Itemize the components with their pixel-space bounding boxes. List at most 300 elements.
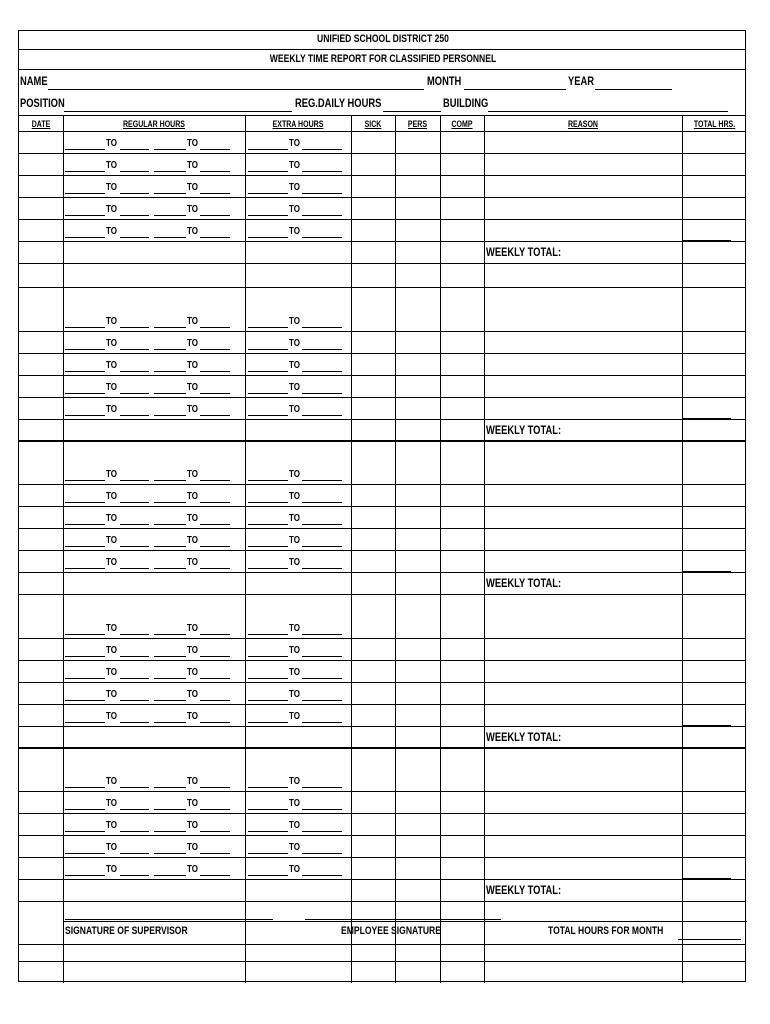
name-field[interactable] [48,89,424,90]
extra-start[interactable] [248,215,288,216]
regular-end-1[interactable] [120,700,149,701]
to-label: TO [106,404,117,415]
to-label: TO [187,689,198,700]
regular-end-2[interactable] [200,831,230,832]
report-title: WEEKLY TIME REPORT FOR CLASSIFIED PERSONNEL [269,53,497,65]
grid-line [19,857,745,858]
to-label: TO [106,226,117,237]
regular-start-2[interactable] [154,327,186,328]
extra-end[interactable] [302,678,342,679]
grid-line [19,572,745,573]
to-label: TO [289,711,300,722]
to-label: TO [289,138,300,149]
weekly-total-field[interactable] [683,240,731,241]
to-label: TO [106,667,117,678]
regular-end-1[interactable] [120,678,149,679]
regular-end-2[interactable] [200,480,230,481]
regular-start-2[interactable] [154,634,186,635]
supervisor-signature-line[interactable] [65,919,273,920]
regular-start-2[interactable] [154,524,186,525]
to-label: TO [106,820,117,831]
grid-line [19,484,745,485]
regular-end-1[interactable] [120,809,149,810]
to-label: TO [187,645,198,656]
extra-end[interactable] [302,193,342,194]
regular-start-1[interactable] [65,371,105,372]
regular-end-2[interactable] [200,327,230,328]
regular-start-2[interactable] [154,853,186,854]
grid-line [19,660,745,661]
regular-start-2[interactable] [154,371,186,372]
regular-end-1[interactable] [120,831,149,832]
extra-end[interactable] [302,787,342,788]
grid-line [19,791,745,792]
extra-start[interactable] [248,700,288,701]
to-label: TO [106,776,117,787]
extra-end[interactable] [302,524,342,525]
regular-start-1[interactable] [65,415,105,416]
to-label: TO [106,469,117,480]
extra-start[interactable] [248,415,288,416]
employee-signature-label: EMPLOYEE SIGNATURE [341,925,441,937]
grid-line [19,441,745,442]
extra-end[interactable] [302,393,342,394]
to-label: TO [187,360,198,371]
extra-end[interactable] [302,700,342,701]
month-field[interactable] [464,89,566,90]
extra-end[interactable] [302,502,342,503]
regular-end-1[interactable] [120,875,149,876]
regular-start-1[interactable] [65,634,105,635]
extra-end[interactable] [302,546,342,547]
regular-start-1[interactable] [65,700,105,701]
regular-start-1[interactable] [65,678,105,679]
regular-start-2[interactable] [154,700,186,701]
regular-end-1[interactable] [120,853,149,854]
reg-daily-hours-field[interactable] [383,111,441,112]
regular-end-2[interactable] [200,656,230,657]
position-field[interactable] [64,111,292,112]
to-label: TO [106,182,117,193]
grid-column-line [63,115,64,983]
position-label: POSITION [20,96,65,110]
grid-line [19,440,745,441]
extra-end[interactable] [302,853,342,854]
year-field[interactable] [595,89,672,90]
extra-start[interactable] [248,853,288,854]
extra-end[interactable] [302,371,342,372]
to-label: TO [289,338,300,349]
to-label: TO [106,316,117,327]
to-label: TO [106,513,117,524]
regular-end-2[interactable] [200,237,230,238]
to-label: TO [187,404,198,415]
grid-column-line [682,115,683,983]
grid-line [19,726,745,727]
to-label: TO [289,535,300,546]
to-label: TO [187,776,198,787]
col-header-pers: PERS [407,119,428,129]
regular-start-2[interactable] [154,875,186,876]
extra-end[interactable] [302,722,342,723]
regular-end-2[interactable] [200,546,230,547]
weekly-total-label: WEEKLY TOTAL: [486,423,562,437]
grid-line [19,704,745,705]
grid-line [19,397,745,398]
grid-line [19,287,745,288]
extra-start[interactable] [248,568,288,569]
regular-start-1[interactable] [65,349,105,350]
regular-end-1[interactable] [120,171,149,172]
regular-start-2[interactable] [154,678,186,679]
weekly-total-label: WEEKLY TOTAL: [486,883,562,897]
to-label: TO [106,557,117,568]
weekly-total-field[interactable] [683,418,731,419]
extra-start[interactable] [248,634,288,635]
grid-line [19,419,745,420]
to-label: TO [289,667,300,678]
to-label: TO [289,798,300,809]
to-label: TO [187,338,198,349]
regular-start-1[interactable] [65,327,105,328]
to-label: TO [187,842,198,853]
extra-start[interactable] [248,371,288,372]
extra-end[interactable] [302,831,342,832]
regular-end-2[interactable] [200,875,230,876]
grid-line [19,879,745,880]
extra-end[interactable] [302,327,342,328]
regular-start-1[interactable] [65,831,105,832]
regular-end-1[interactable] [120,371,149,372]
to-label: TO [106,645,117,656]
extra-end[interactable] [302,480,342,481]
to-label: TO [289,404,300,415]
building-field[interactable] [488,111,728,112]
extra-start[interactable] [248,149,288,150]
extra-start[interactable] [248,546,288,547]
grid-line [19,901,745,902]
regular-end-2[interactable] [200,634,230,635]
to-label: TO [106,798,117,809]
weekly-total-field[interactable] [683,878,731,879]
to-label: TO [289,491,300,502]
regular-end-2[interactable] [200,415,230,416]
grid-column-line [395,115,396,983]
regular-start-2[interactable] [154,171,186,172]
grid-column-line [351,115,352,983]
extra-end[interactable] [302,656,342,657]
extra-end[interactable] [302,349,342,350]
weekly-total-label: WEEKLY TOTAL: [486,245,562,259]
regular-end-2[interactable] [200,215,230,216]
extra-start[interactable] [248,875,288,876]
extra-end[interactable] [302,415,342,416]
to-label: TO [187,820,198,831]
grid-column-line [440,115,441,983]
regular-end-2[interactable] [200,193,230,194]
to-label: TO [289,204,300,215]
regular-start-2[interactable] [154,656,186,657]
to-label: TO [187,491,198,502]
to-label: TO [106,623,117,634]
regular-start-2[interactable] [154,237,186,238]
regular-start-1[interactable] [65,722,105,723]
grid-line [19,961,745,962]
regular-start-1[interactable] [65,149,105,150]
regular-end-1[interactable] [120,502,149,503]
regular-start-2[interactable] [154,831,186,832]
to-label: TO [289,513,300,524]
time-report-form [18,30,746,982]
to-label: TO [289,689,300,700]
extra-start[interactable] [248,678,288,679]
to-label: TO [187,204,198,215]
to-label: TO [289,623,300,634]
to-label: TO [187,182,198,193]
regular-end-2[interactable] [200,171,230,172]
supervisor-signature-label: SIGNATURE OF SUPERVISOR [65,925,188,937]
extra-end[interactable] [302,809,342,810]
extra-start[interactable] [248,237,288,238]
grid-column-line [245,115,246,983]
regular-end-1[interactable] [120,787,149,788]
extra-end[interactable] [302,568,342,569]
extra-start[interactable] [248,809,288,810]
regular-end-1[interactable] [120,327,149,328]
regular-end-2[interactable] [200,787,230,788]
regular-start-1[interactable] [65,480,105,481]
extra-end[interactable] [302,237,342,238]
total-hours-month-field[interactable] [678,939,741,940]
extra-start[interactable] [248,193,288,194]
regular-end-1[interactable] [120,349,149,350]
regular-end-1[interactable] [120,524,149,525]
to-label: TO [187,711,198,722]
extra-start[interactable] [248,393,288,394]
to-label: TO [289,226,300,237]
regular-end-1[interactable] [120,149,149,150]
to-label: TO [289,864,300,875]
to-label: TO [187,138,198,149]
extra-start[interactable] [248,831,288,832]
extra-start[interactable] [248,349,288,350]
regular-end-2[interactable] [200,722,230,723]
regular-start-2[interactable] [154,215,186,216]
to-label: TO [106,382,117,393]
regular-end-1[interactable] [120,634,149,635]
regular-start-2[interactable] [154,415,186,416]
weekly-total-label: WEEKLY TOTAL: [486,576,562,590]
regular-start-1[interactable] [65,875,105,876]
regular-start-2[interactable] [154,787,186,788]
to-label: TO [106,360,117,371]
month-label: MONTH [427,74,462,88]
regular-end-1[interactable] [120,722,149,723]
regular-start-2[interactable] [154,149,186,150]
regular-end-1[interactable] [120,193,149,194]
grid-line [19,375,745,376]
grid-line [19,594,745,595]
to-label: TO [187,864,198,875]
grid-line [19,550,745,551]
extra-end[interactable] [302,171,342,172]
regular-start-1[interactable] [65,171,105,172]
to-label: TO [187,667,198,678]
regular-start-2[interactable] [154,546,186,547]
grid-line [19,331,745,332]
regular-end-2[interactable] [200,568,230,569]
regular-start-1[interactable] [65,853,105,854]
grid-line [19,131,745,132]
to-label: TO [187,382,198,393]
to-label: TO [106,491,117,502]
regular-end-2[interactable] [200,149,230,150]
grid-column-line [484,115,485,983]
grid-line [19,747,745,748]
building-label: BUILDING [443,96,489,110]
regular-start-2[interactable] [154,722,186,723]
to-label: TO [289,842,300,853]
regular-start-2[interactable] [154,502,186,503]
col-header-sick: SICK [364,119,382,129]
grid-line [19,197,745,198]
col-header-comp: COMP [451,119,473,129]
to-label: TO [187,226,198,237]
grid-line [19,682,745,683]
name-label: NAME [20,74,48,88]
regular-start-2[interactable] [154,393,186,394]
regular-start-1[interactable] [65,787,105,788]
extra-end[interactable] [302,215,342,216]
to-label: TO [289,557,300,568]
regular-end-1[interactable] [120,393,149,394]
employee-signature-line[interactable] [305,919,501,920]
regular-end-1[interactable] [120,415,149,416]
regular-end-1[interactable] [120,480,149,481]
regular-end-1[interactable] [120,656,149,657]
regular-end-2[interactable] [200,809,230,810]
year-label: YEAR [568,74,595,88]
district-title: UNIFIED SCHOOL DISTRICT 250 [317,33,449,45]
regular-start-2[interactable] [154,349,186,350]
regular-end-1[interactable] [120,546,149,547]
regular-end-2[interactable] [200,349,230,350]
regular-end-2[interactable] [200,524,230,525]
grid-line [19,813,745,814]
regular-start-1[interactable] [65,237,105,238]
to-label: TO [289,182,300,193]
extra-end[interactable] [302,149,342,150]
grid-line [63,921,747,922]
regular-end-1[interactable] [120,568,149,569]
regular-end-2[interactable] [200,502,230,503]
col-header-reason: REASON [567,119,599,129]
to-label: TO [289,316,300,327]
to-label: TO [106,689,117,700]
regular-start-2[interactable] [154,568,186,569]
grid-line [19,219,745,220]
grid-line [19,263,745,264]
to-label: TO [187,160,198,171]
to-label: TO [289,645,300,656]
to-label: TO [106,138,117,149]
to-label: TO [106,842,117,853]
weekly-total-field[interactable] [683,571,731,572]
to-label: TO [289,360,300,371]
col-header-extra-hours: EXTRA HOURS [272,119,324,129]
grid-line [19,175,745,176]
extra-start[interactable] [248,480,288,481]
regular-start-1[interactable] [65,809,105,810]
to-label: TO [187,316,198,327]
regular-end-2[interactable] [200,371,230,372]
regular-end-2[interactable] [200,678,230,679]
extra-start[interactable] [248,171,288,172]
grid-line [19,835,745,836]
divider [19,69,745,70]
regular-start-1[interactable] [65,193,105,194]
divider [19,49,745,50]
extra-start[interactable] [248,524,288,525]
to-label: TO [187,557,198,568]
regular-start-1[interactable] [65,524,105,525]
regular-start-1[interactable] [65,215,105,216]
to-label: TO [106,160,117,171]
extra-start[interactable] [248,722,288,723]
col-header-date: DATE [31,119,51,129]
extra-start[interactable] [248,327,288,328]
grid-line [19,153,745,154]
extra-end[interactable] [302,875,342,876]
extra-start[interactable] [248,787,288,788]
to-label: TO [289,776,300,787]
grid-line [19,748,745,749]
regular-end-1[interactable] [120,237,149,238]
regular-start-1[interactable] [65,568,105,569]
grid-line [19,506,745,507]
regular-start-1[interactable] [65,502,105,503]
regular-end-2[interactable] [200,853,230,854]
divider [19,115,745,116]
grid-line [19,528,745,529]
to-label: TO [106,535,117,546]
weekly-total-label: WEEKLY TOTAL: [486,730,562,744]
regular-start-2[interactable] [154,193,186,194]
extra-start[interactable] [248,502,288,503]
col-header-total-hrs: TOTAL HRS. [693,119,736,129]
regular-start-1[interactable] [65,393,105,394]
to-label: TO [106,204,117,215]
regular-end-2[interactable] [200,700,230,701]
regular-start-1[interactable] [65,546,105,547]
regular-start-1[interactable] [65,656,105,657]
to-label: TO [187,513,198,524]
weekly-total-field[interactable] [683,725,731,726]
to-label: TO [106,864,117,875]
extra-start[interactable] [248,656,288,657]
grid-line [19,638,745,639]
grid-line [19,241,745,242]
extra-end[interactable] [302,634,342,635]
grid-line [19,353,745,354]
total-hours-month-label: TOTAL HOURS FOR MONTH [548,925,664,937]
to-label: TO [289,160,300,171]
reg-daily-hours-label: REG.DAILY HOURS [295,96,382,110]
regular-end-2[interactable] [200,393,230,394]
regular-start-2[interactable] [154,809,186,810]
regular-start-2[interactable] [154,480,186,481]
regular-end-1[interactable] [120,215,149,216]
